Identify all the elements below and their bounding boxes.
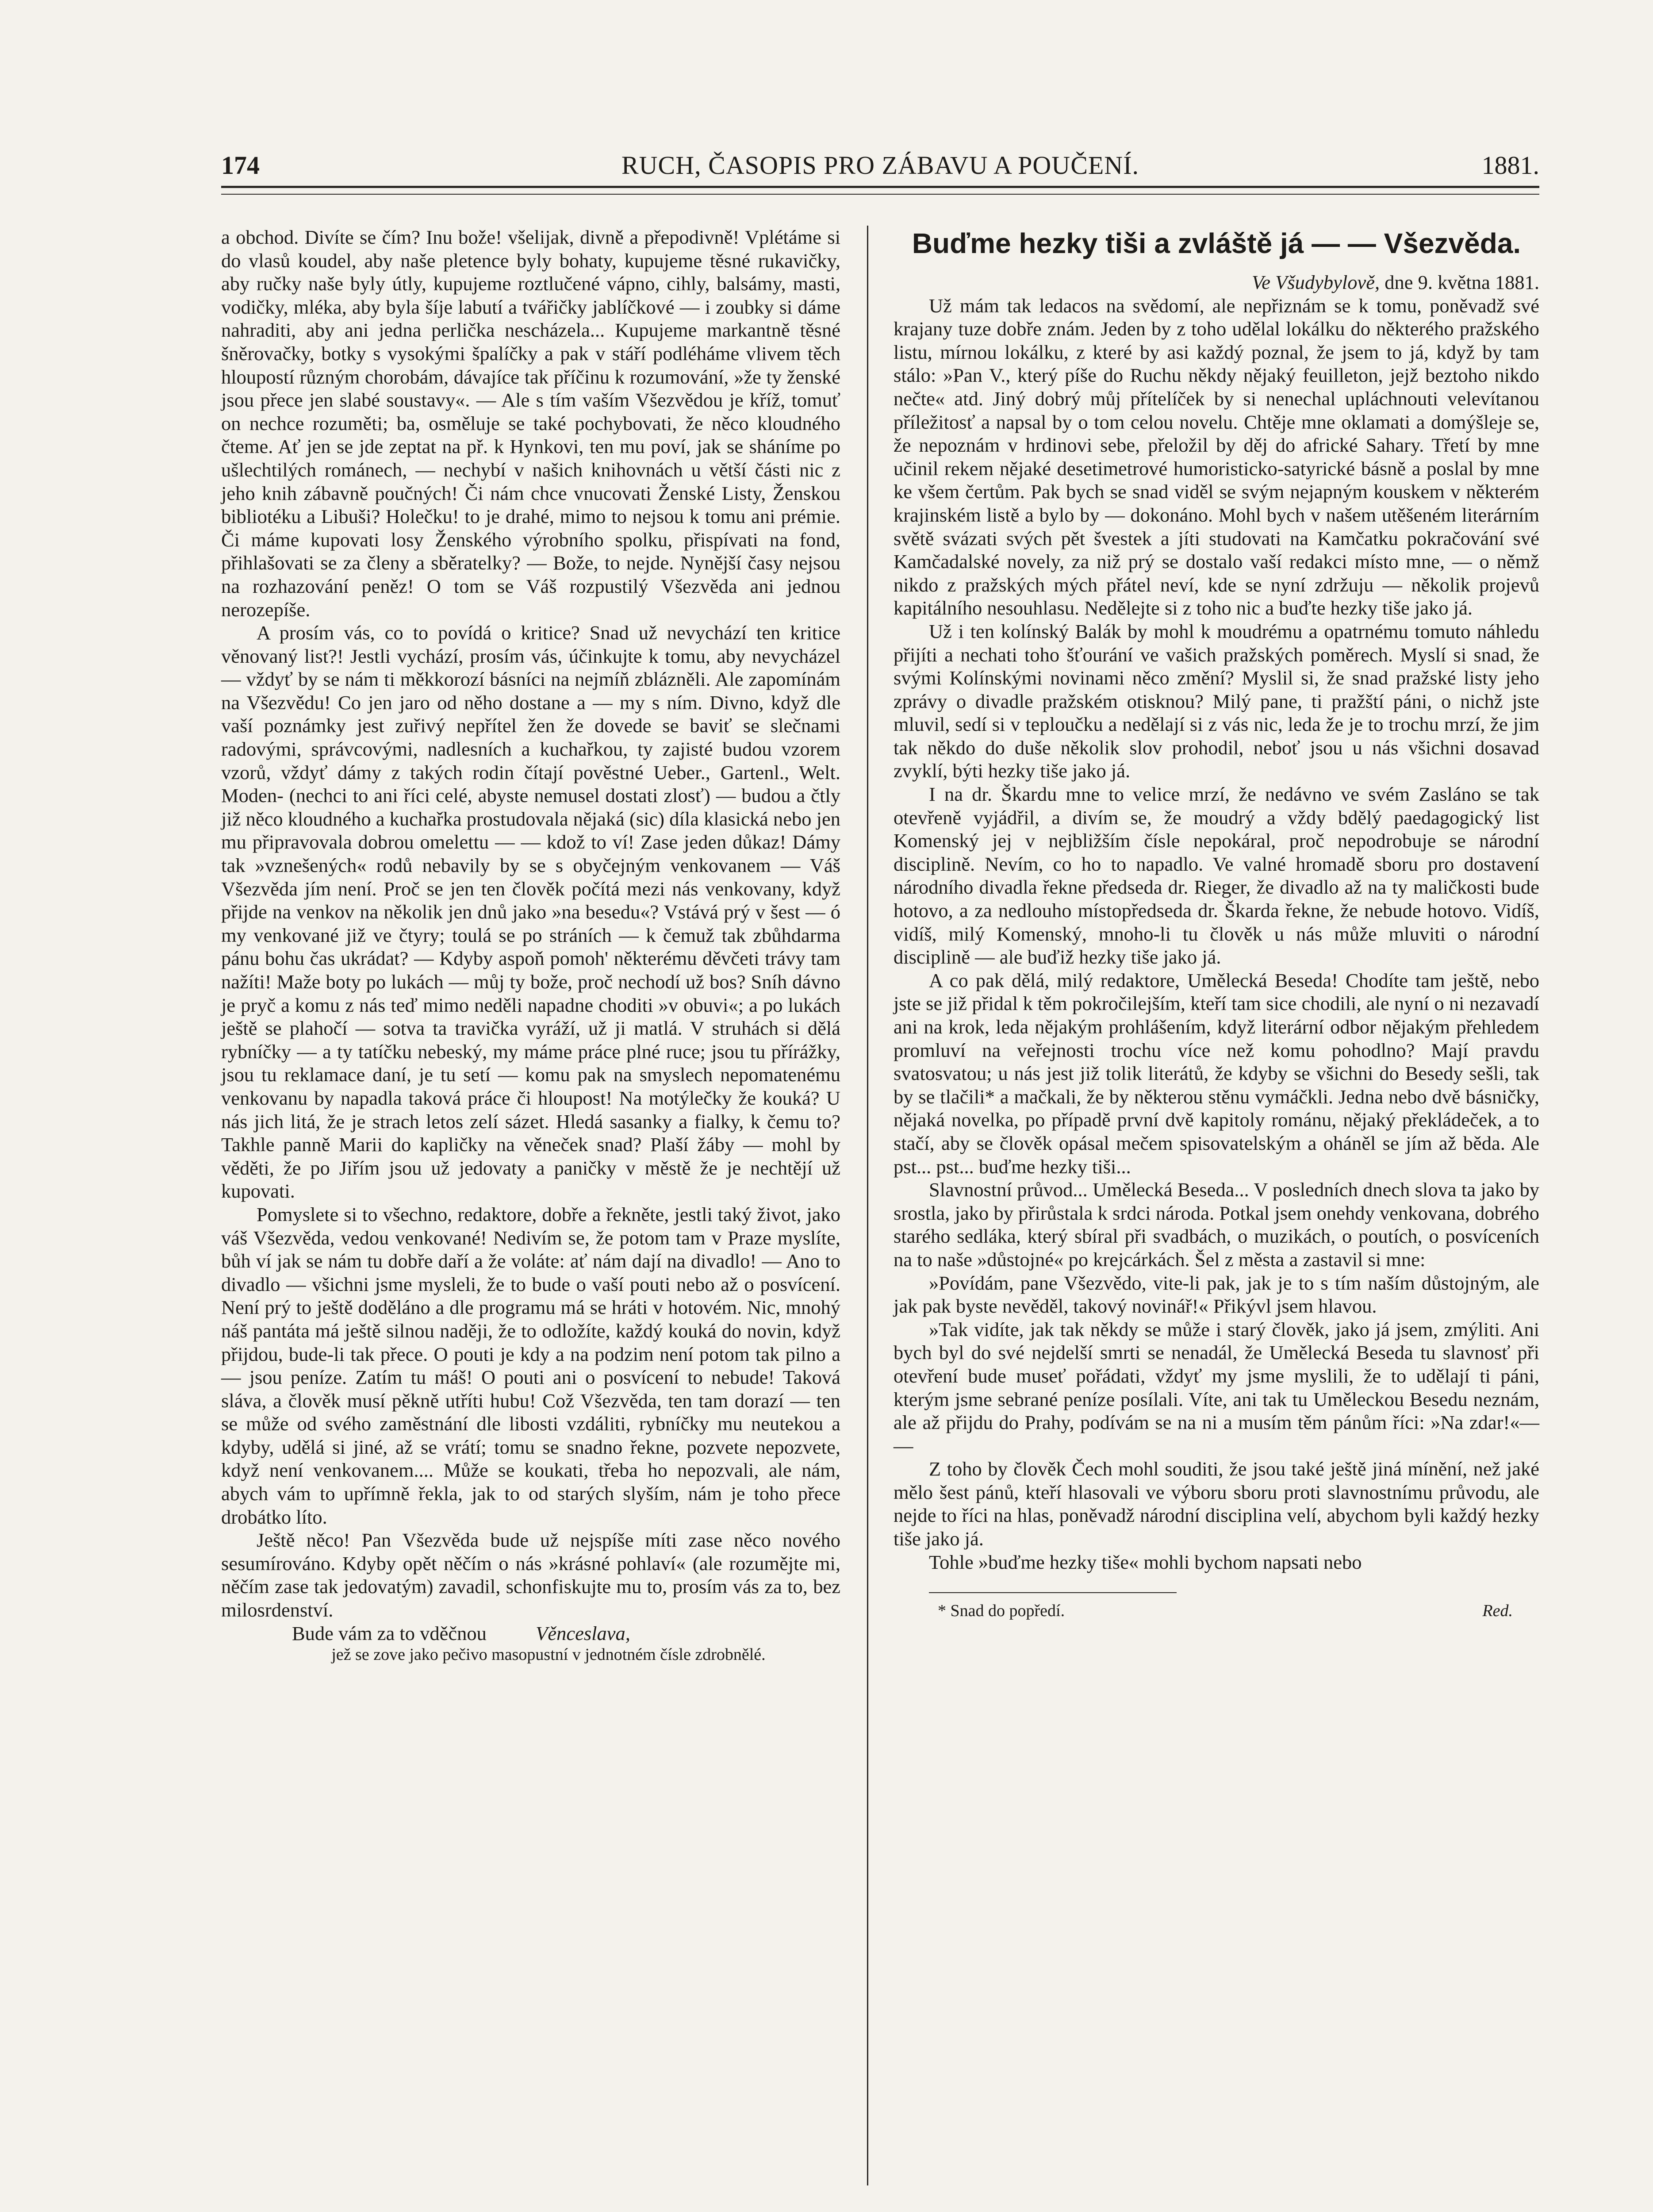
page-number: 174	[221, 151, 260, 180]
right-paragraph-5: Slavnostní průvod... Umělecká Beseda... V posledních dnech slova ta jako by srostla, jako by přirůstala k srdci národa. Potkal jsem onehdy venkovana, dobrého starého sedláka, který sbíral při svadbách, o muzikách, o poutích, o posvíceních na to naše »důstojné« po krejcárkách. Šel z města a zastavil si mne:	[894, 1179, 1539, 1271]
right-paragraph-1: Už mám tak ledacos na svědomí, ale nepřiznám se k tomu, poněvadž své krajany tuze dobře znám. Jeden by z toho udělal lokálku do některého pražského listu, mírnou lokálku, z které by asi každý poznal, že jsem to já, když by tam stálo: »Pan V., který píše do Ruchu někdy nějaký feuilleton, jejž beztoho nikdo nečte« atd. Jiný dobrý můj přítelíček by si nenechal upláchnouti velevítanou příležitosť a napsal by o tom celou novelu. Chtěje mne oklamati a domýšleje se, že nepoznám v hrdinovi sebe, přeložil by děj do africké Sahary. Třetí by mne učinil rekem nějaké desetimetrové humoristicko-satyrické básně a poslal by mne ke všem čertům. Pak bych se snad viděl se svým nejapným kouskem v některém krajinském listě a bylo by — dokonáno. Mohl bych v našem utěšeném literárním světě svázati svých pět švestek a jíti studovati na Kamčatku pokračování své Kamčadalské novely, za niž prý se dostalo vaší redakci místo mne, — o němž nikdo z pražských mých přátel neví, kde se nyní zdržuju — několik projevů kapitálního nesouhlasu. Nedělejte si z toho nic a buďte hezky tiše jako já.	[894, 294, 1539, 619]
right-column	[894, 226, 1539, 1626]
header-rule-thin	[221, 194, 1539, 195]
signature-name: Věnceslava,	[536, 1622, 630, 1644]
dateline-date: dne 9. května 1881.	[1385, 271, 1539, 293]
right-paragraph-9: Tohle »buďme hezky tiše« mohli bychom napsati nebo	[929, 1551, 1362, 1573]
left-paragraph-1: a obchod. Divíte se čím? Inu bože! všelijak, divně a přepodivně! Vplétáme si do vlasů koudel, aby naše pletence byly bohaty, kupujeme těsné rukavičky, aby ručky naše byly útly, kupujeme roztlučené vápno, cihly, balsámy, masti, vodičky, mléka, aby byla šíje labutí a tvářičky jablíčkové — i zoubky si dáme nahraditi, aby ani jedna perlička nescházela... Kupujeme markantně těsné šněrovačky, botky s vysokými špalíčky a pak v stáří podléháme vlivem těch hloupostí různým chorobám, dávajíce tak příčinu k rozumování, »že ty ženské jsou přece jen slabé soustavy«. — Ale s tím vaším Všezvědou je kříž, tomuť on nechce rozuměti; ba, osměluje se také pochybovati, že něco kloudného čteme. Ať jen se jde zeptat na př. k Hynkovi, ten mu poví, jak se sháníme po ušlechtilých románech, — nechybí v našich knihovnách u větší části nic z jeho knih zábavně poučných! Či nám chce vnucovati Ženské Listy, Ženskou bibliotéku a Libuši? Holečku! to je drahé, mimo to nejsou k tomu ani prémie. Či máme kupovati losy Ženského výrobního spolku, přispívati na fond, přihlašovati se za členy a sběratelky? — Bože, to nejde. Nynější časy nejsou na rozhazování peněz! O tom se Váš rozpustilý Všezvěda ani jednou nerozepíše.	[221, 226, 840, 621]
footnote-text: * Snad do popředí.	[938, 1601, 1065, 1621]
right-paragraph-2: Už i ten kolínský Balák by mohl k moudrému a opatrnému tomuto náhledu přijíti a nechati toho šťourání ve vašich pražských poměrech. Myslí si snad, že svými Kolínskými novinami něco změní? Myslil si, že snad pražské listy jeho zprávy o divadle pražském otisknou? Milý pane, ti pražští páni, o nichž jste mluvil, sedí si v teploučku a nedělají si z vás nic, leda že je to trochu mrzí, že jim tak někdo do duše několik slov prohodil, neboť jsou u nás všichni dosavad zvyklí, býti hezky tiše jako já.	[894, 620, 1539, 782]
article-title: Buďme hezky tiši a zvláště já — — Všezvěda.	[912, 227, 1521, 259]
dateline	[894, 271, 1539, 294]
left-paragraph-3: Pomyslete si to všechno, redaktore, dobře a řekněte, jestli taký život, jako váš Všezvěda, vedou venkované! Nedivím se, že potom tam v Praze myslíte, bůh ví jak se nám tu dobře daří a že voláte: ať nám dají na divadlo! — Ano to divadlo — všichni jsme mysleli, že to bude o vaší pouti nebo až o posvícení. Není prý to ještě doděláno a dle programu má se hráti v hotovém. Nic, mnohý náš pantáta má ještě silnou naději, že to odložíte, každý kouká do novin, když přijdou, bude-li tak přece. O pouti je kdy a na podzim není potom tak pilno a — jsou peníze. Zatím tu máš! O pouti ani o posvícení to nebude! Taková sláva, a člověk musí pěkně utříti hubu! Což Všezvěda, ten tam dorazí — ten se může od svého zaměstnání dle libosti vzdáliti, rybníčky mu neutekou a kdyby, udělá si jiné, až se vrátí; tomu se snadno řekne, pozvete nepozvete, když není venkovanem.... Může se koukati, třeba ho nepozvali, ale nám, abych vám to upřímně řekla, jak to od starých slyším, nám je toho přece drobátko líto.	[221, 1203, 840, 1528]
signature-note: jež se zove jako pečivo masopustní v jednotném čísle zdrobnělé.	[331, 1645, 766, 1664]
footnote-attribution: Red.	[1482, 1601, 1513, 1621]
signature-line	[221, 1622, 840, 1645]
column-divider	[867, 226, 868, 2185]
year: 1881.	[1481, 151, 1539, 180]
journal-title: RUCH, ČASOPIS PRO ZÁBAVU A POUČENÍ.	[621, 151, 1139, 180]
right-paragraph-8: Z toho by člověk Čech mohl souditi, že jsou také ještě jiná mínění, než jaké mělo šest pánů, kteří hlasovali ve výboru sboru proti slavnostnímu průvodu, ale nejde to říci na hlas, poněvadž národní disciplina velí, abychom byli každý hezky tiše jako já.	[894, 1458, 1539, 1550]
left-paragraph-2: A prosím vás, co to povídá o kritice? Snad už nevychází ten kritice věnovaný list?! Jestli vychází, prosím vás, účinkujte k tomu, aby nevycházel — vždyť by se nám ti měkkorozí básníci na nejmíň zblázněli. Ale zapomínám na Všezvědu! Co jen jaro od něho dostane a — my s ním. Divno, když dle vaší poznámky jest zuřivý nepřítel žen že dovede se baviť se slečnami radovými, správcovými, nadlesních a kuchařkou, ty zajisté budou vzorem vzorů, vždyť dámy z takých rodin čítají pověstné Ueber., Gartenl., Welt. Moden- (nechci to ani říci celé, abyste nemusel dostati zlosť) — budou a čtly již něco kloudného a kuchařka prostudovala nějaká (sic) díla klasická nebo jen mu připravovala dobrou omelettu — — kdož to ví! Zase jeden důkaz! Dámy tak »vznešených« rodů nebavily by se s obyčejným venkovanem — Váš Všezvěda jím není. Proč se jen ten člověk počítá mezi nás venkovany, když přijde na venkov na několik jen dnů jako »na besedu«? Vstává prý v šest — ó my venkované již ve čtyry; toulá se po stráních — k čemuž tak zbůhdarma pánu bohu čas ukrádat? — Kdyby aspoň pomoh' některému děvčeti trávy tam nažíti! Maže boty po lukách — můj ty bože, proč nechodí už bos? Sníh dávno je pryč a komu z nás teď mimo neděli napadne choditi »v obuvi«; a po lukách ještě se plahočí — sotva ta travička vyráží, už ji matlá. V struhách si dělá rybníčky — a ty tatíčku nebeský, my máme práce plné ruce; jsou tu přírážky, jsou tu reklamace daní, je tu setí — komu pak na smyslech nepomatenému venkovanu by napadla taková práce či hloupost! Na motýlečky že kouká? U nás jich litá, že je strach letos zelí sázet. Hledá sasanky a fialky, k čemu to? Takhle panně Marii do kapličky na věneček snad? Plaší žáby — mohl by věděti, že po Jiřím jsou už jedovaty a paničky v městě že je nechtějí už kupovati.	[221, 622, 840, 1202]
right-paragraph-4: A co pak dělá, milý redaktore, Umělecká Beseda! Chodíte tam ještě, nebo jste se již přidal k těm pokročilejším, kteří tam sice chodili, ale nyní o ni nezavadí ani na krok, leda nějakým prohlášením, když literární odbor nějakým přehledem promluví na veřejnosti trochu více než komu pohodlno? Mají pravdu svatosvatou; u nás jest již tolik literátů, že kdyby se všichni do Besedy sešli, tak by se tlačili* a mačkali, že by některou stěnu vymáčkli. Jedna nebo dvě básničky, nějaká novelka, po případě první dvě kapitoly románu, nějaký překládeček, a to stačí, aby se člověk opásal mečem spisovatelským a oháněl se jím až běda. Ale pst... pst... buďme hezky tiši...	[894, 969, 1539, 1178]
footnote-rule	[929, 1592, 1177, 1593]
dateline-place: Ve Všudybylově,	[1252, 271, 1380, 293]
header-rule-thick	[221, 186, 1539, 188]
left-paragraph-4: Ještě něco! Pan Všezvěda bude už nejspíše míti zase něco nového sesumírováno. Kdyby opět něčím o nás »krásné pohlaví« (ale rozumějte mi, něčím zase tak jedovatým) zavadil, schonfiskujte mu to, prosím vás za to, bez milosrdenství.	[221, 1529, 840, 1621]
right-paragraph-3: I na dr. Škardu mne to velice mrzí, že nedávno ve svém Zasláno se tak otevřeně vyjádřil, a divím se, že moudrý a vždy bdělý paedagogický list Komenský jej v nejbližším čísle nepokáral, proč nepodrobuje se národní disciplině. Nevím, co ho to napadlo. Ve valné hromadě sboru pro dostavení národního divadla řekne předseda dr. Rieger, že divadlo až na ty maličkosti bude hotovo, a za nedlouho místopředseda dr. Škarda řekne, že nebude hotovo. Vidíš, vidíš, milý Komenský, mnoho-li tu člověk u nás může mluviti o národní disciplině — ale buďiž hezky tiše jako já.	[894, 783, 1539, 968]
right-paragraph-7: »Tak vidíte, jak tak někdy se může i starý člověk, jako já jsem, zmýliti. Ani bych byl do své nejdelší smrti se nenadál, že Umělecká Beseda tu slavnosť při otevření bude museť pořádati, vždyť my jsme myslili, že to udělají ti páni, kterým jsme sebrané peníze posílali. Víte, ani tak tu Uměleckou Besedu neznám, ale až přijdu do Prahy, podívám se na ni a musím těm pánům říci: »Na zdar!«— —	[894, 1318, 1539, 1457]
left-column	[221, 226, 840, 1664]
footnote	[894, 1599, 1539, 1626]
signature-closing: Bude vám za to vděčnou	[292, 1622, 487, 1644]
right-paragraph-6: »Povídám, pane Všezvědo, vite-li pak, jak je to s tím naším důstojným, ale jak pak byste nevěděl, takový novinář!« Přikývl jsem hlavou.	[894, 1271, 1539, 1317]
